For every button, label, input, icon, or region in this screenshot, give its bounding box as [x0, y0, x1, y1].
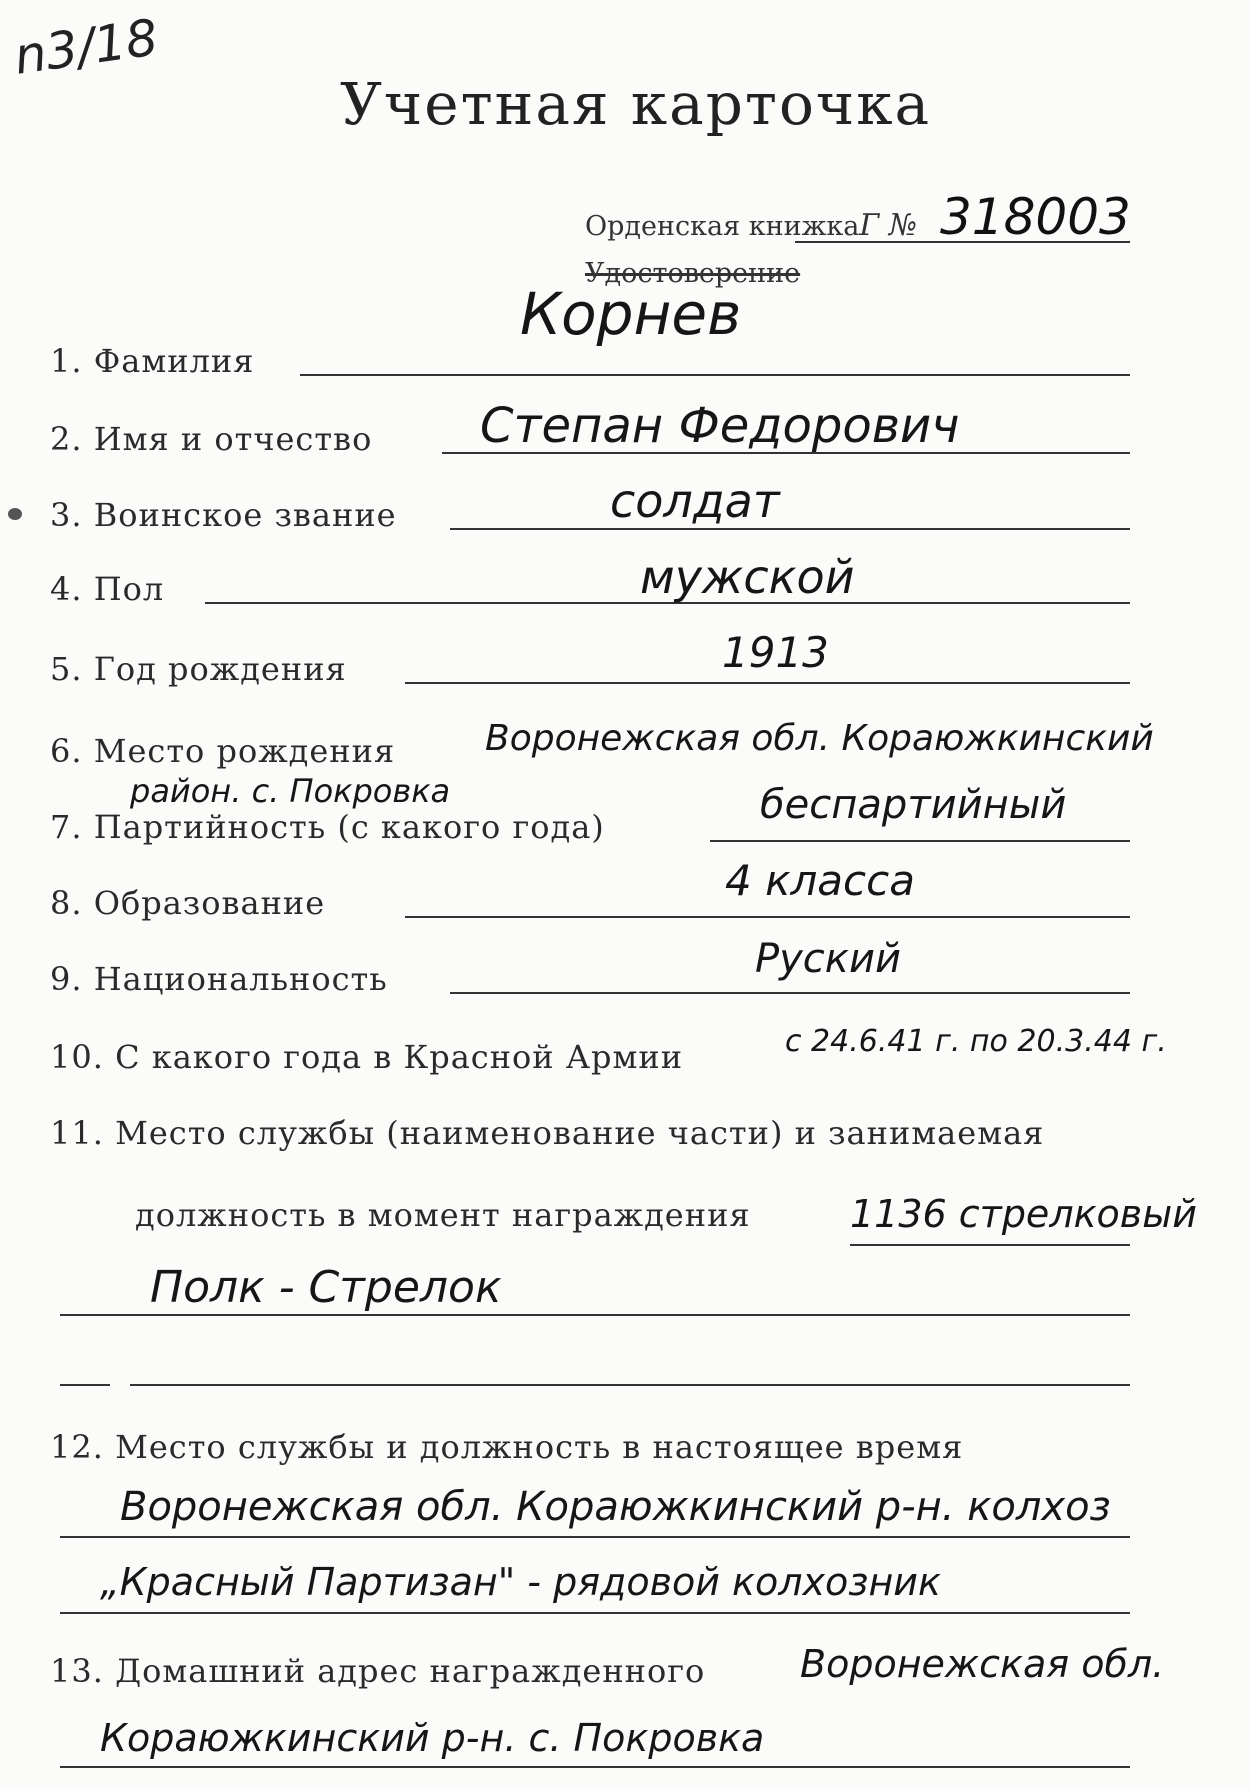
current-service-value-line2: „Красный Партизан" - рядовой колхозник — [100, 1560, 941, 1604]
blank-line-long — [130, 1384, 1130, 1386]
field-label: 2. Имя и отчество — [50, 420, 373, 458]
field-label: 9. Национальность — [50, 960, 388, 998]
field-label: 1. Фамилия — [50, 342, 255, 380]
party-value: беспартийный — [760, 782, 1067, 828]
surname-value: Корнев — [520, 280, 742, 348]
field-nationality — [50, 940, 1130, 1000]
field-line — [450, 528, 1130, 530]
field-label: 10. С какого года в Красной Армии — [50, 1038, 684, 1076]
order-book-number-prefix: Г № — [859, 208, 918, 243]
field-label: 6. Место рождения — [50, 732, 396, 770]
field-service-place-label2: должность в момент награждения — [135, 1196, 751, 1234]
sex-value: мужской — [640, 550, 855, 604]
field-label: 8. Образование — [50, 884, 326, 922]
education-value: 4 класса — [725, 856, 915, 905]
field-sex — [50, 550, 1130, 610]
document-title: Учетная карточка — [340, 70, 932, 138]
service-place-value-line2: Полк - Стрелок — [150, 1262, 502, 1313]
field-label: 5. Год рождения — [50, 650, 347, 688]
ink-speck — [8, 508, 22, 520]
field-label: 3. Воинское звание — [50, 496, 397, 534]
field-line — [405, 682, 1130, 684]
service-place-value: 1136 стрелковый — [850, 1192, 1197, 1236]
army-since-value: с 24.6.41 г. по 20.3.44 г. — [785, 1024, 1167, 1059]
order-book-label: Орденская книжка — [585, 211, 860, 242]
service-place-line — [850, 1244, 1130, 1246]
field-line — [710, 840, 1130, 842]
field-service-place-label: 11. Место службы (наименование части) и занимаемая — [50, 1114, 1045, 1152]
field-education — [50, 864, 1130, 924]
birthplace-value: Воронежская обл. Кораюжкинский — [485, 718, 1154, 759]
field-line — [405, 916, 1130, 918]
home-address-line — [60, 1766, 1130, 1768]
struck-label: Удостоверение — [585, 258, 801, 289]
current-service-line — [60, 1536, 1130, 1538]
field-line — [300, 374, 1130, 376]
order-book-line — [585, 188, 1131, 246]
home-address-value: Воронежская обл. — [800, 1642, 1165, 1686]
corner-handwritten-note: n3/18 — [10, 8, 162, 86]
birthplace-value-line2: район. с. Покровка — [130, 772, 451, 810]
birth-year-value: 1913 — [722, 628, 829, 677]
military-rank-value: солдат — [610, 474, 780, 528]
field-current-service-label: 12. Место службы и должность в настоящее время — [50, 1428, 964, 1466]
current-service-line2 — [60, 1612, 1130, 1614]
field-home-address-label: 13. Домашний адрес награжденного — [50, 1652, 706, 1690]
order-book-number: 318003 — [940, 188, 1131, 246]
blank-line-short — [60, 1384, 110, 1386]
field-birth-year — [50, 630, 1130, 690]
field-label: 4. Пол — [50, 570, 165, 608]
nationality-value: Руский — [755, 936, 901, 982]
field-line — [450, 992, 1130, 994]
field-label: 7. Партийность (с какого года) — [50, 808, 605, 846]
service-place-line2 — [60, 1314, 1130, 1316]
name-patronymic-value: Степан Федорович — [480, 398, 960, 454]
order-book-underline — [795, 241, 1130, 243]
home-address-value-line2: Кораюжкинский р-н. с. Покровка — [100, 1716, 765, 1760]
field-military-rank — [50, 476, 1130, 536]
current-service-value: Воронежская обл. Кораюжкинский р-н. колхоз — [120, 1484, 1111, 1530]
